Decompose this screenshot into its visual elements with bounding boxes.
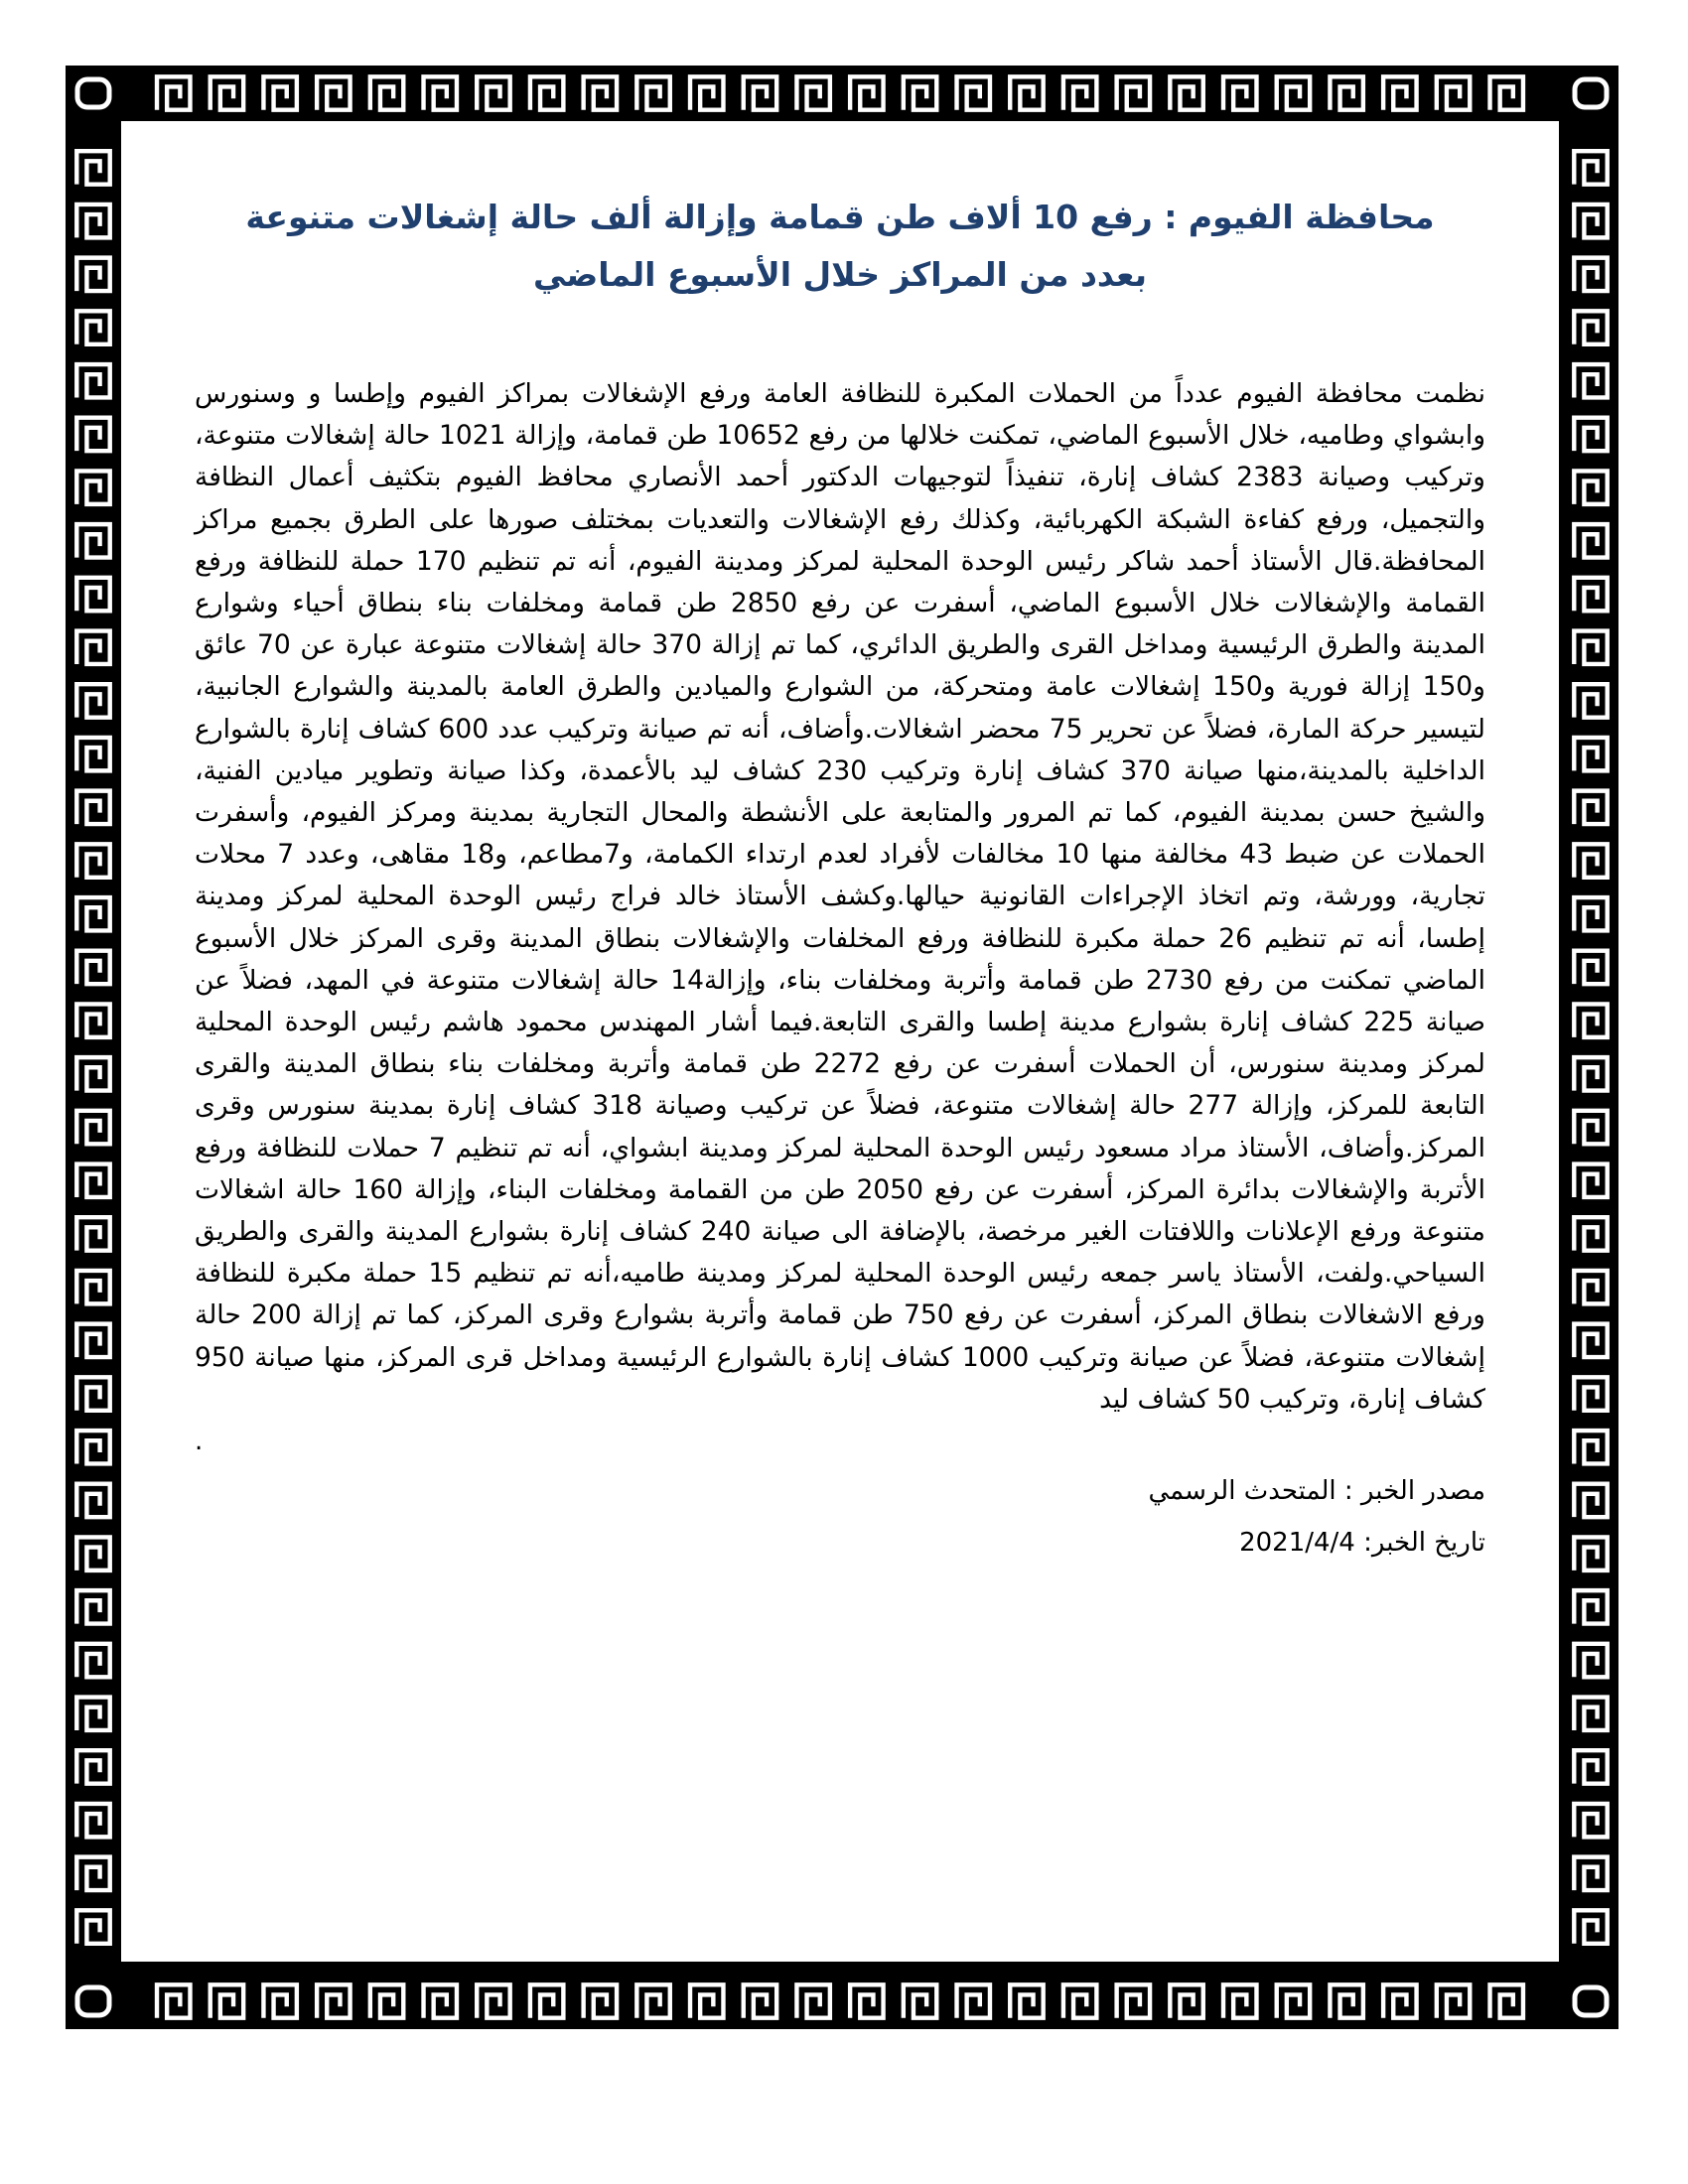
corner-circle-icon (66, 1974, 121, 2029)
corner-circle-icon (66, 66, 121, 121)
article-body: نظمت محافظة الفيوم عدداً من الحملات المكبرة للنظافة العامة ورفع الإشغالات بمراكز الفيوم وإطسا و وسنورس وابشواي وطاميه، خلال الأسبوع الماضي، تمكنت خلالها من رفع 10652 طن قمامة، وإزالة 1021 حالة إشغالات متنوعة، وتركيب وصيانة 2383 كشاف إنارة، تنفيذاً لتوجيهات الدكتور أحمد الأنصاري محافظ الفيوم بتكثيف أعمال النظافة والتجميل، ورفع كفاءة الشبكة الكهربائية، وكذلك رفع الإشغالات والتعديات بمختلف صورها على الطرق بجميع مراكز المحافظة.قال الأستاذ أحمد شاكر رئيس الوحدة المحلية لمركز ومدينة الفيوم، أنه تم تنظيم 170 حملة للنظافة ورفع القمامة والإشغالات خلال الأسبوع الماضي، أسفرت عن رفع 2850 طن قمامة ومخلفات بناء بنطاق أحياء وشوارع المدينة والطرق الرئيسية ومداخل القرى والطريق الدائري، كما تم إزالة 370 حالة إشغالات متنوعة عبارة عن 70 عائق و150 إزالة فورية و150 إشغالات عامة ومتحركة، من الشوارع والميادين والطرق العامة بالمدينة والشوارع الجانبية، لتيسير حركة المارة، فضلاً عن تحرير 75 محضر اشغالات.وأضاف، أنه تم صيانة وتركيب عدد 600 كشاف إنارة بالشوارع الداخلية بالمدينة،منها صيانة 370 كشاف إنارة وتركيب 230 كشاف ليد بالأعمدة، وكذا صيانة وتطوير ميادين الفنية، والشيخ حسن بمدينة الفيوم، كما تم المرور والمتابعة على الأنشطة والمحال التجارية بمدينة ومركز الفيوم، وأسفرت الحملات عن ضبط 43 مخالفة منها 10 مخالفات لأفراد لعدم ارتداء الكمامة، و7مطاعم، و18 مقاهى، وعدد 7 محلات تجارية، وورشة، وتم اتخاذ الإجراءات القانونية حيالها.وكشف الأستاذ خالد فراج رئيس الوحدة المحلية لمركز ومدينة إطسا، أنه تم تنظيم 26 حملة مكبرة للنظافة ورفع المخلفات والإشغالات بنطاق المدينة وقرى المركز خلال الأسبوع الماضي تمكنت من رفع 2730 طن قمامة وأتربة ومخلفات بناء، وإزالة14 حالة إشغالات متنوعة في المهد، فضلاً عن صيانة 225 كشاف إنارة بشوارع مدينة إطسا والقرى التابعة.فيما أشار المهندس محمود هاشم رئيس الوحدة المحلية لمركز ومدينة سنورس، أن الحملات أسفرت عن رفع 2272 طن قمامة وأتربة ومخلفات بناء بنطاق المدينة والقرى التابعة للمركز، وإزالة 277 حالة إشغالات متنوعة، فضلاً عن تركيب وصيانة 318 كشاف إنارة بمدينة سنورس وقرى المركز.وأضاف، الأستاذ مراد مسعود رئيس الوحدة المحلية لمركز ومدينة ابشواي، أنه تم تنظيم 7 حملات للنظافة ورفع الأتربة والإشغالات بدائرة المركز، أسفرت عن رفع 2050 طن من القمامة ومخلفات البناء، وإزالة 160 حالة اشغالات متنوعة ورفع الإعلانات واللافتات الغير مرخصة، بالإضافة الى صيانة 240 كشاف إنارة بشوارع المدينة والقرى والطريق السياحي.ولفت، الأستاذ ياسر جمعه رئيس الوحدة المحلية لمركز ومدينة طاميه،أنه تم تنظيم 15 حملة مكبرة للنظافة ورفع الاشغالات بنطاق المركز، أسفرت عن رفع 750 طن قمامة وأتربة بشوارع وقرى المركز، كما تم إزالة 200 حالة إشغالات متنوعة، فضلاً عن صيانة وتركيب 1000 كشاف إنارة بالشوارع الرئيسية ومداخل قرى المركز، منها صيانة 950 كشاف إنارة، وتركيب 50 كشاف ليد (195, 378, 1486, 1415)
trailing-dot: . (195, 1427, 204, 1457)
date-line: تاريخ الخبر: 2021/4/4 (1239, 1528, 1485, 1559)
border-right-pattern (1563, 121, 1618, 1974)
border-top-pattern (121, 66, 1559, 121)
corner-circle-icon (1563, 66, 1618, 121)
border-left-pattern (66, 121, 121, 1974)
article (195, 189, 1485, 1573)
article-meta (195, 1470, 1485, 1564)
corner-circle-icon (1563, 1974, 1618, 2029)
article-title: محافظة الفيوم : رفع 10 ألاف طن قمامة وإزالة ألف حالة إشغالات متنوعة بعدد من المراكز خلال الأسبوع الماضي (245, 198, 1435, 294)
source-line: مصدر الخبر : المتحدث الرسمي (1148, 1476, 1485, 1507)
border-bottom-pattern (121, 1974, 1559, 2029)
